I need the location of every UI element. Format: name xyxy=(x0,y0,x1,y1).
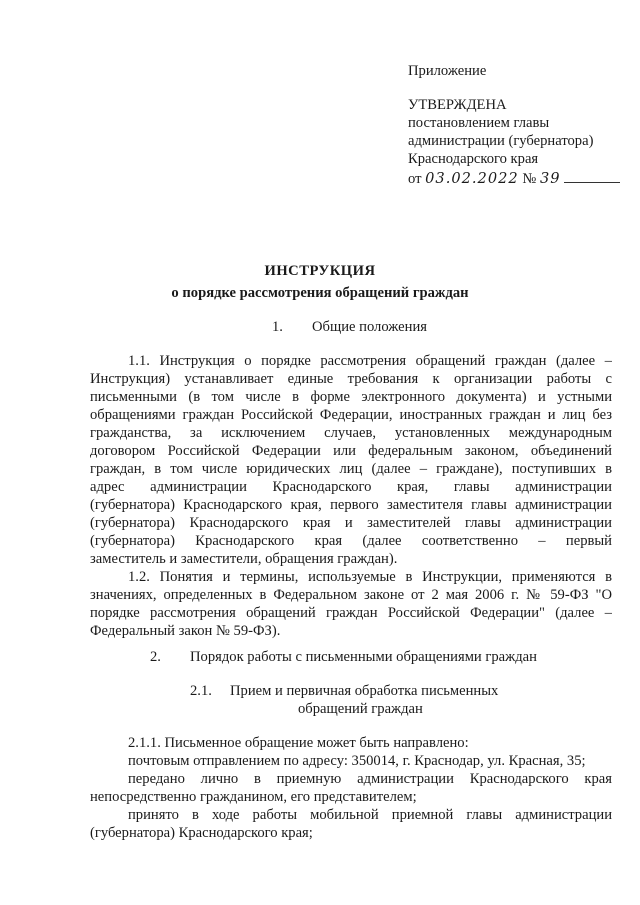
list-item-mobile-cont: (губернатора) Краснодарского края; xyxy=(90,825,313,841)
document-subtitle: о порядке рассмотрения обращений граждан xyxy=(171,285,469,301)
approved-line-1: постановлением главы xyxy=(408,115,550,131)
section-2-number: 2. xyxy=(150,649,161,665)
para-line: (губернатора) Краснодарского края, первого заместителя главы администрации xyxy=(90,497,612,513)
para-line: граждан, в том числе юридических лиц (далее – граждане), поступивших в xyxy=(90,461,612,477)
para-line: 1.1. Инструкция о порядке рассмотрения обращений граждан (далее – xyxy=(128,353,612,369)
para-line: Инструкция) устанавливает единые требования к организации работы с xyxy=(90,371,612,387)
number-prefix: № xyxy=(522,171,537,187)
paragraph-2-1-1 xyxy=(90,734,612,842)
para-line: гражданства, за исключением случаев, установленных международным xyxy=(90,425,612,441)
para-line: адрес администрации Краснодарского края, главы администрации xyxy=(90,479,612,495)
approved-line-3: Краснодарского края xyxy=(408,151,539,167)
para-line: договором Российской Федерации или федеральным законом, объединений xyxy=(90,443,612,459)
approved-label: УТВЕРЖДЕНА xyxy=(408,97,507,113)
number-underline xyxy=(564,168,620,183)
para-line: заместитель и заместители, обращения граждан). xyxy=(90,551,398,567)
para-line: порядке рассмотрения обращений граждан Российской Федерации" (далее – xyxy=(90,605,612,621)
para-line: Федеральный закон № 59-ФЗ). xyxy=(90,623,281,639)
appendix-label: Приложение xyxy=(408,63,487,79)
paragraph-1-1 xyxy=(90,352,612,568)
section-2-1-title-line-2: обращений граждан xyxy=(298,701,423,717)
para-line: 1.2. Понятия и термины, используемые в Инструкции, применяются в xyxy=(128,569,612,585)
section-2-1-number: 2.1. xyxy=(190,683,212,699)
approved-line-2: администрации (губернатора) xyxy=(408,133,594,149)
para-line: (губернатора) Краснодарского края и заместителей главы администрации xyxy=(90,515,612,531)
para-line: письменными (в том числе в форме электронного документа) и устными xyxy=(90,389,612,405)
handwritten-number: 39 xyxy=(539,170,561,187)
paragraph-1-2 xyxy=(90,568,612,640)
para-lead: 2.1.1. Письменное обращение может быть направлено: xyxy=(128,735,469,751)
list-item-mobile: принято в ходе работы мобильной приемной главы администрации xyxy=(128,807,612,823)
approval-date-line xyxy=(408,168,620,188)
section-2-1-title-line-1: Прием и первичная обработка письменных xyxy=(230,683,499,699)
document-title: ИНСТРУКЦИЯ xyxy=(264,263,376,279)
para-line: обращениями граждан Российской Федерации, иностранных граждан и лиц без xyxy=(90,407,612,423)
para-line: (губернатора) Краснодарского края (далее соответственно – первый xyxy=(90,533,612,549)
list-item-post: почтовым отправлением по адресу: 350014, г. Краснодар, ул. Красная, 35; xyxy=(128,753,586,769)
date-prefix: от xyxy=(408,171,422,187)
list-item-in-person: передано лично в приемную администрации Краснодарского края xyxy=(128,771,612,787)
section-1-title: Общие положения xyxy=(312,319,427,335)
section-1-number: 1. xyxy=(272,319,283,335)
para-line: значениях, определенных в Федеральном законе от 2 мая 2006 г. № 59-ФЗ "О xyxy=(90,587,612,603)
handwritten-date: 03.02.2022 xyxy=(425,170,519,187)
section-2-title: Порядок работы с письменными обращениями граждан xyxy=(190,649,537,665)
list-item-in-person-cont: непосредственно гражданином, его представителем; xyxy=(90,789,417,805)
